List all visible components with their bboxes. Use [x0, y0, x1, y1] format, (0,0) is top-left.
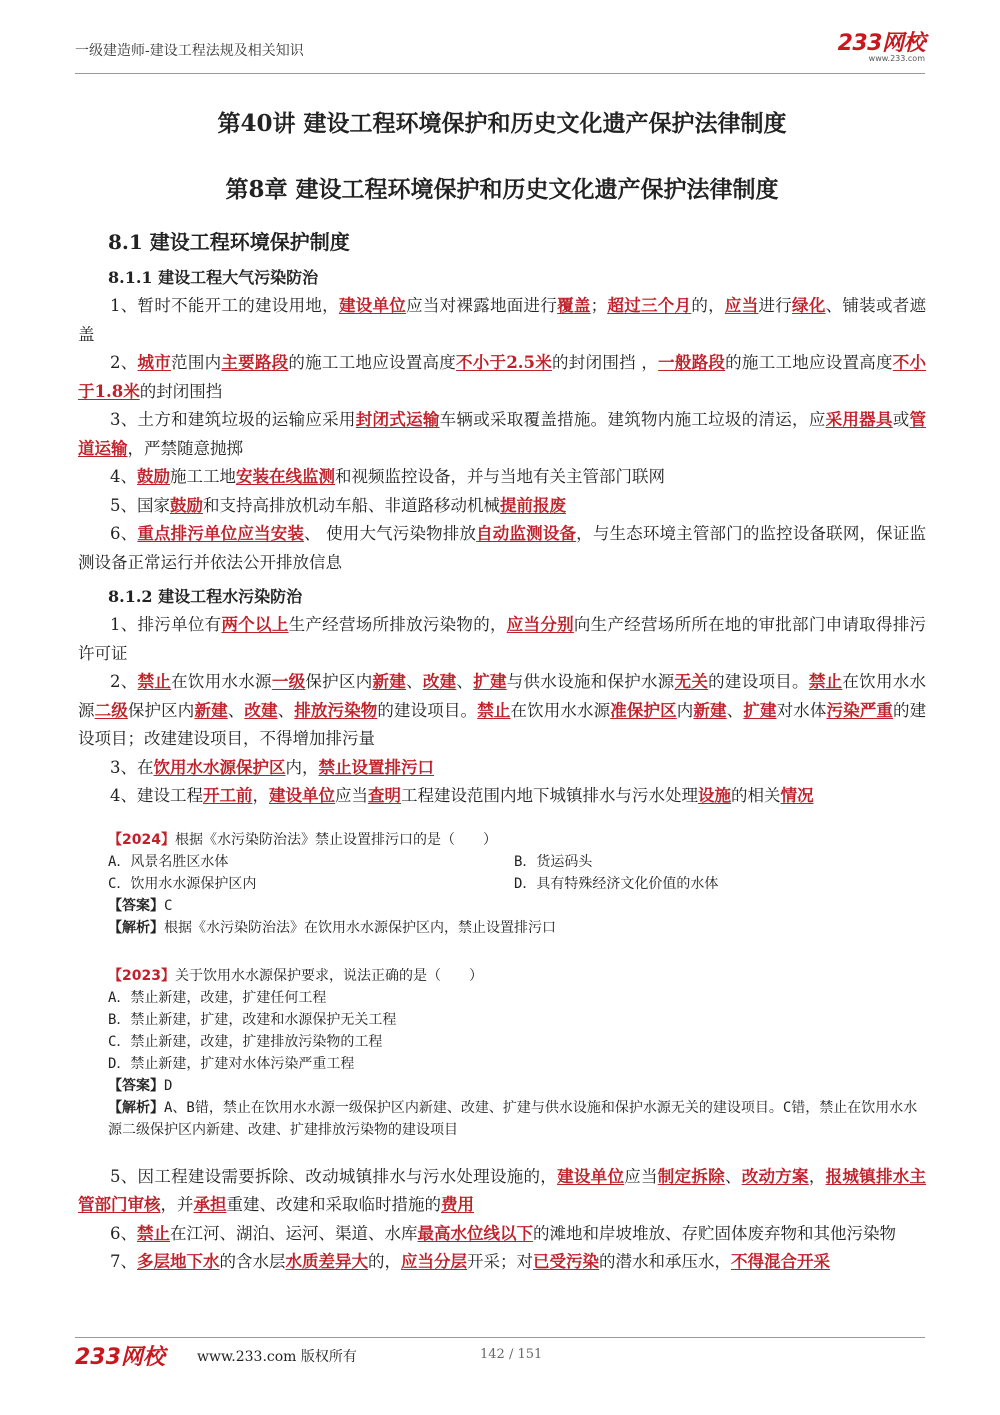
header-title: 一级建造师-建设工程法规及相关知识 [75, 43, 304, 59]
analysis-text: 根据《水污染防治法》在饮用水水源保护区内，禁止设置排污口 [164, 919, 556, 936]
stem-text: 关于饮用水水源保护要求，说法正确的是（ ） [174, 967, 483, 984]
item-text: 、 [726, 700, 744, 720]
question-stem [108, 829, 926, 851]
list-item [78, 520, 926, 577]
answer-label: 【答案】 [108, 897, 164, 914]
option-d: D．具有特殊经济文化价值的水体 [514, 875, 719, 892]
key-term: 建设单位 [269, 786, 335, 805]
key-term: 城市 [137, 353, 172, 372]
list-item [78, 1220, 926, 1249]
item-text: 在江河、湖泊、运河、渠道、水库 [170, 1223, 418, 1243]
key-term: 一般路段 [658, 353, 726, 372]
key-term: 主要路段 [221, 353, 289, 372]
brand-logo[interactable] [838, 32, 925, 63]
item-text: 1、排污单位有 [110, 615, 222, 634]
option-c: C．禁止新建，改建，扩建排放污染物的工程 [108, 1033, 383, 1050]
header-divider [75, 73, 925, 74]
analysis-label: 【解析】 [108, 919, 164, 936]
item-text: 的施工工地应设置高度 [725, 353, 893, 372]
key-term: 应当 [724, 296, 759, 315]
key-term: 无关 [674, 672, 709, 691]
item-text: 、 [406, 672, 423, 691]
page-number: 142 / 151 [480, 1347, 543, 1362]
item-text: ，严禁随意抛掷 [127, 438, 243, 458]
air-pollution-list [78, 292, 926, 577]
item-text: 1、暂时不能开工的建设用地， [110, 296, 339, 315]
item-text: 的， [368, 1252, 401, 1271]
footer-divider [75, 1337, 925, 1338]
key-term: 水质差异大 [285, 1252, 368, 1271]
key-term: 提前报废 [500, 495, 566, 515]
item-text: 的含水层 [219, 1252, 286, 1271]
key-term: 改建 [244, 700, 278, 720]
key-term: 鼓励 [170, 495, 203, 515]
item-text: 向生产经营场所所在地的审批部门申请取得排污许可证 [78, 615, 926, 663]
stem-text: 根据《水污染防治法》禁止设置排污口的是（ ） [174, 831, 497, 848]
key-term: 不得混合开采 [731, 1252, 830, 1271]
key-term: 绿化 [792, 296, 826, 315]
key-term: 开工前 [203, 786, 253, 805]
key-term: 扩建 [473, 672, 507, 691]
list-item [78, 406, 926, 463]
item-text: 范围内 [171, 353, 222, 372]
item-text: 的建设项目。 [377, 700, 478, 720]
key-term: 禁止 [808, 672, 843, 691]
key-term: 建设单位 [557, 1166, 625, 1186]
option-row [108, 873, 926, 895]
key-term: 禁止设置排污口 [318, 757, 434, 777]
key-term: 新建 [194, 700, 228, 720]
answer-value: D [164, 1077, 173, 1094]
list-item [78, 611, 926, 668]
key-term: 污染严重 [826, 700, 893, 720]
key-term: 禁止 [137, 1223, 170, 1243]
key-term: 建设单位 [338, 296, 407, 315]
key-term: 扩建 [743, 700, 777, 720]
key-term: 安装在线监测 [236, 467, 335, 486]
item-text: ； [590, 296, 608, 315]
item-text: 的相关 [731, 786, 781, 805]
item-text: 开采；对 [467, 1252, 533, 1271]
item-text: 车辆或采取覆盖措施。建筑物内施工垃圾的清运，应 [439, 410, 826, 429]
question-2023 [108, 965, 926, 1141]
item-text: 的施工工地应设置高度 [288, 353, 457, 372]
item-text: 在饮用水水源 [510, 700, 611, 720]
key-term: 新建 [693, 700, 727, 720]
list-item [78, 668, 926, 754]
key-term: 不小于1.8米 [78, 353, 927, 401]
logo-wordmark: 233网校 [837, 31, 925, 56]
item-text: 的， [691, 296, 725, 315]
item-text: 和视频监控设备，并与当地有关主管部门联网 [335, 467, 665, 486]
key-term: 改动方案 [741, 1166, 809, 1186]
item-text: 的建设项目；改建建设项目，不得增加排污量 [78, 700, 927, 748]
item-text: 6、 [110, 1223, 137, 1243]
item-text: 的滩地和岸坡堆放、存贮固体废弃物和其他污染物 [533, 1223, 896, 1243]
item-text: 生产经营场所排放污染物的， [288, 615, 507, 634]
lecture-title: 第40讲 建设工程环境保护和历史文化遗产保护法律制度 [217, 110, 787, 137]
option-d: D．禁止新建，扩建对水体污染严重工程 [108, 1055, 355, 1072]
analysis-label: 【解析】 [108, 1099, 164, 1116]
item-text: 、 [277, 700, 295, 720]
item-text: 与供水设施和保护水源 [506, 672, 675, 691]
document-body [78, 100, 926, 1277]
key-term: 多层地下水 [137, 1252, 220, 1271]
analysis-line [108, 1097, 926, 1141]
analysis-line [108, 917, 926, 939]
answer-line [108, 1075, 926, 1097]
item-text: 5、因工程建设需要拆除、改动城镇排水与污水处理设施的， [110, 1166, 558, 1186]
key-term: 最高水位线以下 [417, 1223, 533, 1243]
item-text: 或 [892, 410, 910, 429]
item-text: 在饮用水水源 [78, 672, 926, 720]
key-term: 封闭式运输 [355, 410, 440, 429]
item-text: 应当 [624, 1166, 658, 1186]
key-term: 禁止 [137, 672, 172, 691]
option-b: B．禁止新建，扩建，改建和水源保护无关工程 [108, 1011, 397, 1028]
key-term: 一级 [271, 672, 306, 691]
key-term: 查明 [368, 786, 401, 805]
key-term: 鼓励 [137, 467, 170, 486]
key-term: 准保护区 [610, 700, 677, 720]
key-term: 新建 [372, 672, 407, 691]
option-a: A．禁止新建，改建，扩建任何工程 [108, 989, 327, 1006]
key-term: 饮用水水源保护区 [153, 757, 286, 777]
item-text: 保护区内 [127, 700, 195, 720]
item-text: 4、建设工程 [110, 786, 203, 805]
item-text: 和支持高排放机动车船、非道路移动机械 [203, 495, 500, 515]
answer-label: 【答案】 [108, 1077, 164, 1094]
item-text: 的潜水和承压水， [599, 1252, 731, 1271]
item-text: 3、土方和建筑垃圾的运输应采用 [110, 410, 356, 429]
list-item [78, 292, 926, 349]
list-item [78, 349, 926, 406]
item-text: 、 使用大气污染物排放 [304, 524, 477, 543]
key-term: 承担 [193, 1195, 227, 1214]
item-text: 的封闭围挡 ， [552, 353, 659, 372]
item-text: 对水体 [776, 700, 827, 720]
item-text: 重建、改建和采取临时措施的 [226, 1195, 441, 1214]
key-term: 设施 [698, 786, 731, 805]
key-term: 已受污染 [533, 1252, 599, 1271]
key-term: 制定拆除 [657, 1166, 725, 1186]
chapter-title: 第8章 建设工程环境保护和历史文化遗产保护法律制度 [225, 176, 779, 203]
item-text: 保护区内 [305, 672, 373, 691]
item-text: ，与生态环境主管部门的监控设备联网，保证监测设备正常运行并依法公开排放信息 [78, 524, 927, 572]
key-term: 情况 [780, 786, 814, 805]
list-item [78, 463, 926, 492]
item-text: 内 [676, 700, 694, 720]
option-a: A．风景名胜区水体 [108, 853, 229, 870]
item-text: 、 [456, 672, 474, 691]
list-item [78, 1248, 926, 1277]
question-stem [108, 965, 926, 987]
option-row [108, 851, 926, 873]
item-text: ， [252, 786, 269, 805]
item-text: 施工工地 [170, 467, 236, 486]
key-term: 覆盖 [557, 296, 591, 315]
year-tag: 【2023】 [108, 967, 175, 984]
item-text: 的封闭围挡 [139, 381, 223, 401]
item-text: 内， [285, 757, 319, 777]
page-header [75, 30, 925, 72]
item-text: 7、 [110, 1252, 137, 1271]
item-text: 在饮用水水源 [171, 672, 272, 691]
item-text: 、 [724, 1166, 742, 1186]
item-text: 6、 [110, 524, 138, 543]
item-text: 的建设项目。 [708, 672, 809, 691]
water-pollution-list-continued [78, 1163, 926, 1277]
answer-line [108, 895, 926, 917]
item-text: 2、 [110, 672, 138, 691]
key-term: 排放污染物 [294, 700, 378, 720]
footer-logo[interactable]: 233网校 [75, 1345, 165, 1370]
water-pollution-list [78, 611, 926, 811]
item-text: 、铺装或者遮盖 [78, 296, 926, 344]
answer-value: C [164, 897, 173, 914]
question-2024 [108, 829, 926, 939]
key-term: 不小于2.5米 [456, 353, 553, 372]
year-tag: 【2024】 [108, 831, 175, 848]
key-term: 管道运输 [78, 410, 926, 458]
logo-url: www.233.com [868, 54, 925, 63]
key-term: 应当分层 [401, 1252, 467, 1271]
item-text: 应当对裸露地面进行 [406, 296, 558, 315]
list-item [78, 754, 926, 783]
item-text: ，并 [160, 1195, 194, 1214]
item-text: 进行 [758, 296, 793, 315]
key-term: 超过三个月 [607, 296, 692, 315]
key-term: 自动监测设备 [476, 524, 577, 543]
page-footer [75, 1337, 925, 1370]
list-item [78, 492, 926, 521]
section-heading: 8.1 建设工程环境保护制度 [108, 230, 350, 254]
item-text: 2、 [110, 353, 138, 372]
option-b: B．货运码头 [514, 853, 593, 870]
key-term: 应当分别 [506, 615, 574, 634]
item-text: 应当 [335, 786, 368, 805]
item-text: 4、 [110, 467, 137, 486]
key-term: 改建 [422, 672, 457, 691]
item-text: 5、国家 [110, 495, 170, 515]
item-text: 工程建设范围内地下城镇排水与污水处理 [401, 786, 698, 805]
key-term: 采用器具 [825, 410, 893, 429]
key-term: 二级 [94, 700, 128, 720]
key-term: 两个以上 [221, 615, 289, 634]
list-item [78, 1163, 926, 1220]
key-term: 报城镇排水主管部门审核 [78, 1166, 926, 1214]
subsection-heading: 8.1.2 建设工程水污染防治 [108, 587, 303, 606]
option-c: C．饮用水水源保护区内 [108, 875, 257, 892]
key-term: 禁止 [477, 700, 511, 720]
item-text: 、 [227, 700, 245, 720]
key-term: 费用 [441, 1195, 474, 1214]
key-term: 重点排污单位应当安装 [137, 524, 305, 543]
footer-copyright: www.233.com 版权所有 [197, 1349, 357, 1365]
item-text: ， [808, 1166, 826, 1186]
subsection-heading: 8.1.1 建设工程大气污染防治 [108, 268, 319, 287]
list-item [78, 782, 926, 811]
item-text: 3、在 [110, 757, 154, 777]
analysis-text: A、B错，禁止在饮用水水源一级保护区内新建、改建、扩建与供水设施和保护水源无关的建设项目。C错，禁止在饮用水水源二级保护区内新建、改建、扩建排放污染物的建设项目 [108, 1099, 918, 1138]
